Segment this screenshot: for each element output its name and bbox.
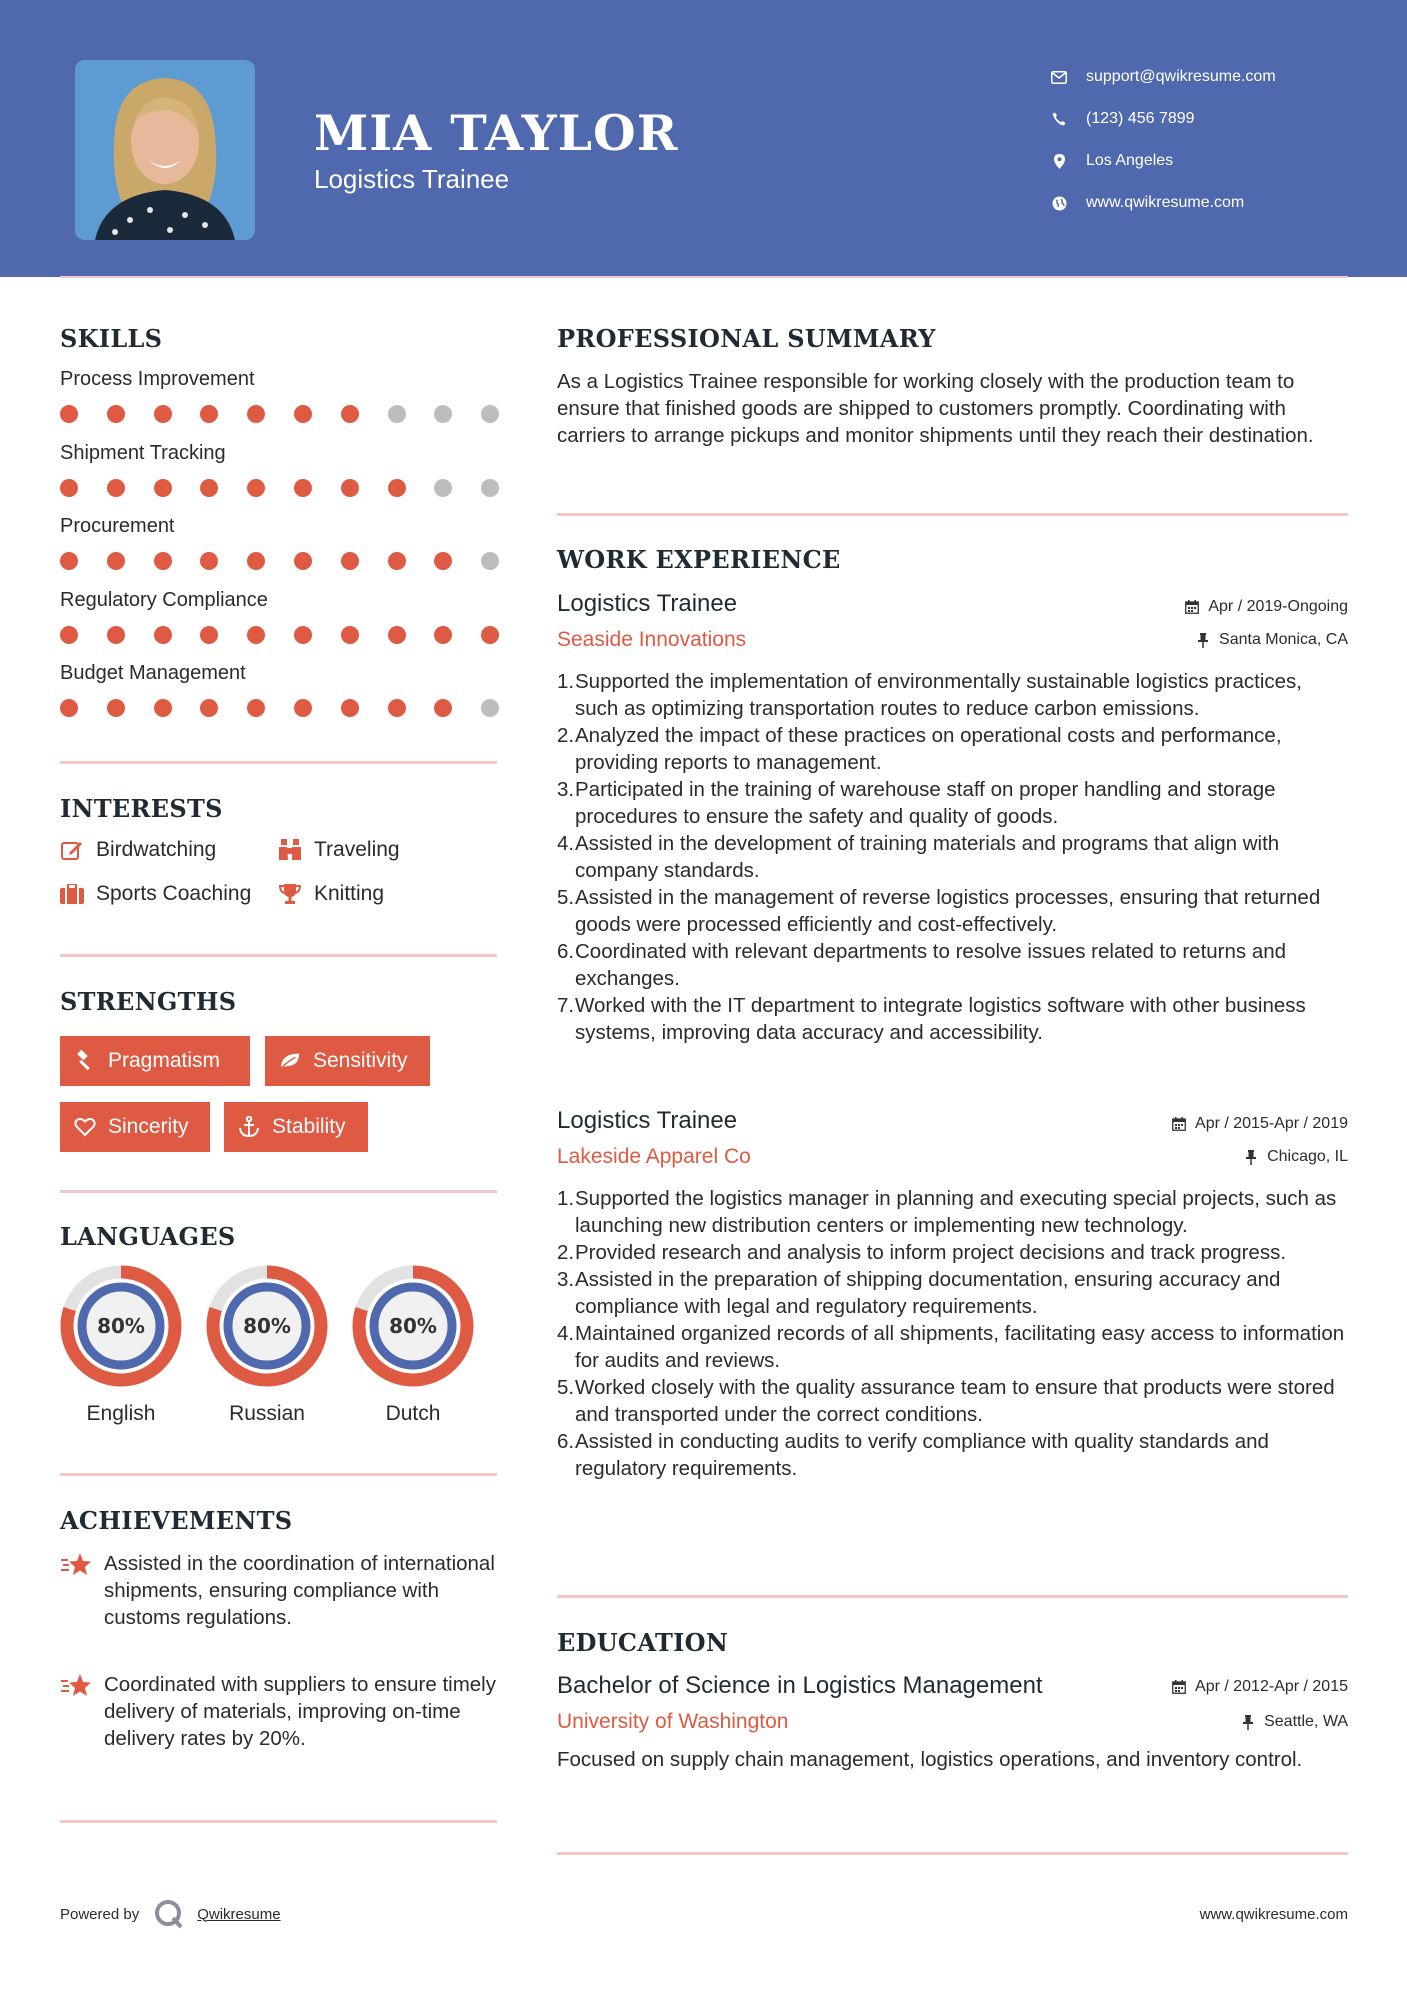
rating-dot-filled bbox=[60, 405, 78, 423]
duty-text: Supported the implementation of environmentally sustainable logistics practices, such as optimizing transportation routes to reduce carbon emissions. bbox=[575, 670, 1302, 720]
duty-item bbox=[557, 1374, 1348, 1428]
rating-dot-filled bbox=[154, 479, 172, 497]
duty-text: Assisted in the management of reverse logistics processes, ensuring that returned goods were processed efficiently and cost-effectively. bbox=[575, 886, 1321, 936]
job-title: Logistics Trainee bbox=[557, 1107, 738, 1134]
rating-dot-filled bbox=[200, 699, 218, 717]
duty-item bbox=[557, 992, 1348, 1046]
rating-dot-filled bbox=[154, 552, 172, 570]
duty-number: 4. bbox=[557, 1322, 575, 1345]
job-company: Seaside Innovations bbox=[557, 628, 747, 651]
rating-dot-filled bbox=[341, 405, 359, 423]
rating-dot-empty bbox=[481, 405, 499, 423]
map-pin-icon bbox=[1050, 152, 1068, 170]
rating-dot-filled bbox=[107, 405, 125, 423]
interest-item: Traveling bbox=[278, 838, 400, 862]
rating-dot-empty bbox=[481, 552, 499, 570]
interests-heading: INTERESTS bbox=[60, 794, 223, 823]
languages-divider bbox=[60, 1473, 497, 1476]
duty-number: 3. bbox=[557, 778, 575, 801]
summary-text: As a Logistics Trainee responsible for working closely with the production team to ensure that finished goods are shipped to customers promptly. Coordinating with carriers to arrange pickups and monitor shipments until they reach their destination. bbox=[557, 370, 1314, 447]
rating-dot-filled bbox=[388, 479, 406, 497]
duty-text: Maintained organized records of all shipments, facilitating easy access to information for audits and reviews. bbox=[575, 1322, 1345, 1372]
gavel-icon bbox=[74, 1050, 96, 1072]
language-percent: 80% bbox=[389, 1314, 437, 1338]
rating-dot-filled bbox=[107, 626, 125, 644]
qwikresume-link[interactable]: Qwikresume bbox=[197, 1905, 281, 1923]
strengths-divider bbox=[60, 1190, 497, 1193]
strength-badge: Pragmatism bbox=[60, 1036, 250, 1086]
rating-dot-filled bbox=[247, 479, 265, 497]
rating-dot-filled bbox=[388, 699, 406, 717]
experience-divider bbox=[557, 1595, 1348, 1598]
duty-item bbox=[557, 1266, 1348, 1320]
skills-divider bbox=[60, 761, 497, 764]
contact-email[interactable]: support@qwikresume.com bbox=[1050, 56, 1276, 98]
education-divider bbox=[557, 1852, 1348, 1855]
rating-dot-filled bbox=[294, 479, 312, 497]
rating-dot-empty bbox=[388, 405, 406, 423]
rating-dot-filled bbox=[388, 626, 406, 644]
rating-dot-empty bbox=[481, 479, 499, 497]
rating-dot-filled bbox=[434, 699, 452, 717]
pushpin-icon bbox=[1195, 632, 1211, 648]
duty-number: 1. bbox=[557, 1187, 575, 1210]
duty-text: Assisted in the preparation of shipping documentation, ensuring accuracy and compliance with legal and regulatory requirements. bbox=[575, 1268, 1281, 1318]
resume-header bbox=[0, 0, 1407, 277]
skill-label: Shipment Tracking bbox=[60, 441, 226, 464]
rating-dot-filled bbox=[247, 552, 265, 570]
language-percent: 80% bbox=[243, 1314, 291, 1338]
rating-dot-filled bbox=[154, 405, 172, 423]
pushpin-icon bbox=[1243, 1149, 1259, 1165]
interest-item: Knitting bbox=[278, 882, 384, 906]
heart-icon bbox=[74, 1116, 96, 1138]
rating-dot-empty bbox=[481, 699, 499, 717]
duty-number: 1. bbox=[557, 670, 575, 693]
duty-text: Analyzed the impact of these practices on operational costs and performance, providing reports to management. bbox=[575, 724, 1282, 774]
rating-dot-filled bbox=[341, 552, 359, 570]
duty-item bbox=[557, 1428, 1348, 1482]
contact-website[interactable]: www.qwikresume.com bbox=[1050, 182, 1276, 224]
duty-item bbox=[557, 668, 1348, 722]
duty-number: 3. bbox=[557, 1268, 575, 1291]
rating-dot-filled bbox=[107, 699, 125, 717]
duty-text: Provided research and analysis to inform project decisions and track progress. bbox=[575, 1241, 1287, 1264]
job-entry bbox=[557, 590, 1348, 660]
rating-dot-empty bbox=[434, 479, 452, 497]
experience-heading: WORK EXPERIENCE bbox=[557, 545, 841, 574]
rating-dot-filled bbox=[294, 552, 312, 570]
rating-dot-filled bbox=[247, 699, 265, 717]
rating-dot-filled bbox=[200, 405, 218, 423]
strength-badge: Stability bbox=[224, 1102, 368, 1152]
rating-dot-filled bbox=[60, 699, 78, 717]
rating-dot-filled bbox=[60, 479, 78, 497]
rating-dot-filled bbox=[247, 405, 265, 423]
job-location: Santa Monica, CA bbox=[1195, 631, 1348, 649]
skill-label: Regulatory Compliance bbox=[60, 588, 268, 611]
job-title: Logistics Trainee bbox=[557, 590, 738, 617]
rating-dot-empty bbox=[434, 405, 452, 423]
education-location: Seattle, WA bbox=[1240, 1713, 1348, 1731]
binoculars-icon bbox=[278, 838, 302, 862]
qwikresume-logo-icon bbox=[153, 1898, 185, 1930]
rating-dot-filled bbox=[341, 699, 359, 717]
job-company: Lakeside Apparel Co bbox=[557, 1145, 751, 1168]
duty-text: Worked with the IT department to integrate logistics software with other business systems, improving data accuracy and accessibility. bbox=[575, 994, 1306, 1044]
anchor-icon bbox=[238, 1116, 260, 1138]
duty-text: Worked closely with the quality assurance team to ensure that products were stored and transported under the correct conditions. bbox=[575, 1376, 1335, 1426]
briefcase-icon bbox=[60, 882, 84, 906]
globe-icon bbox=[1050, 194, 1068, 212]
job-dates: Apr / 2015-Apr / 2019 bbox=[1171, 1115, 1348, 1133]
school-name: University of Washington bbox=[557, 1710, 789, 1733]
pushpin-icon bbox=[1240, 1714, 1256, 1730]
duty-text: Supported the logistics manager in planning and executing special projects, such as launching new distribution centers or implementing new technology. bbox=[575, 1187, 1337, 1237]
degree-title: Bachelor of Science in Logistics Management bbox=[557, 1672, 1043, 1699]
rating-dot-filled bbox=[200, 479, 218, 497]
job-duties bbox=[557, 668, 1348, 1046]
header-divider bbox=[60, 276, 1348, 278]
achievement-item: Assisted in the coordination of international shipments, ensuring compliance with customs regulations. bbox=[60, 1550, 500, 1631]
summary-heading: PROFESSIONAL SUMMARY bbox=[557, 324, 936, 353]
phone-icon bbox=[1050, 110, 1068, 128]
interest-item: Birdwatching bbox=[60, 838, 216, 862]
rating-dot-filled bbox=[434, 626, 452, 644]
rating-dot-filled bbox=[481, 626, 499, 644]
duty-item bbox=[557, 884, 1348, 938]
duty-item bbox=[557, 938, 1348, 992]
job-location: Chicago, IL bbox=[1243, 1148, 1348, 1166]
duty-item bbox=[557, 1320, 1348, 1374]
duty-number: 4. bbox=[557, 832, 575, 855]
contact-list bbox=[1050, 56, 1276, 224]
education-entry bbox=[557, 1672, 1348, 1742]
strength-badge: Sensitivity bbox=[265, 1036, 430, 1086]
duty-number: 7. bbox=[557, 994, 575, 1017]
duty-item bbox=[557, 1239, 1348, 1266]
duty-text: Assisted in the development of training materials and programs that align with company standards. bbox=[575, 832, 1280, 882]
language-ring bbox=[351, 1264, 475, 1388]
calendar-icon bbox=[1171, 1679, 1187, 1695]
footer-website[interactable]: www.qwikresume.com bbox=[1199, 1906, 1348, 1923]
pencil-square-icon bbox=[60, 838, 84, 862]
calendar-icon bbox=[1184, 599, 1200, 615]
duty-number: 6. bbox=[557, 1430, 575, 1453]
rating-dot-filled bbox=[294, 405, 312, 423]
education-description: Focused on supply chain management, logistics operations, and inventory control. bbox=[557, 1748, 1303, 1771]
education-dates: Apr / 2012-Apr / 2015 bbox=[1171, 1678, 1348, 1696]
strengths-heading: STRENGTHS bbox=[60, 987, 237, 1016]
contact-phone[interactable]: (123) 456 7899 bbox=[1050, 98, 1276, 140]
duty-text: Participated in the training of warehouse staff on proper handling and storage procedures to ensure the safety and quality of goods. bbox=[575, 778, 1276, 828]
duty-number: 5. bbox=[557, 886, 575, 909]
rating-dot-filled bbox=[388, 552, 406, 570]
duty-number: 5. bbox=[557, 1376, 575, 1399]
trophy-icon bbox=[278, 882, 302, 906]
duty-item bbox=[557, 722, 1348, 776]
star-icon bbox=[60, 1673, 92, 1699]
duty-text: Assisted in conducting audits to verify compliance with quality standards and regulatory requirements. bbox=[575, 1430, 1269, 1480]
achievements-divider bbox=[60, 1820, 497, 1823]
rating-dot-filled bbox=[341, 479, 359, 497]
duty-number: 2. bbox=[557, 724, 575, 747]
candidate-name: MIA TAYLOR bbox=[314, 104, 679, 162]
achievements-heading: ACHIEVEMENTS bbox=[60, 1506, 293, 1535]
rating-dot-filled bbox=[294, 626, 312, 644]
interest-item: Sports Coaching bbox=[60, 882, 251, 906]
achievement-item: Coordinated with suppliers to ensure timely delivery of materials, improving on-time delivery rates by 20%. bbox=[60, 1671, 500, 1752]
language-name: English bbox=[86, 1402, 156, 1425]
rating-dot-filled bbox=[107, 479, 125, 497]
language-ring bbox=[205, 1264, 329, 1388]
job-dates: Apr / 2019-Ongoing bbox=[1184, 598, 1348, 616]
rating-dot-filled bbox=[247, 626, 265, 644]
duty-number: 2. bbox=[557, 1241, 575, 1264]
star-icon bbox=[60, 1552, 92, 1578]
strength-badge: Sincerity bbox=[60, 1102, 210, 1152]
languages-heading: LANGUAGES bbox=[60, 1222, 236, 1251]
language-name: Russian bbox=[229, 1402, 305, 1425]
duty-text: Coordinated with relevant departments to resolve issues related to returns and exchanges. bbox=[575, 940, 1287, 990]
calendar-icon bbox=[1171, 1116, 1187, 1132]
rating-dot-filled bbox=[154, 699, 172, 717]
skills-heading: SKILLS bbox=[60, 324, 163, 353]
education-heading: EDUCATION bbox=[557, 1628, 729, 1657]
summary-divider bbox=[557, 513, 1348, 516]
skill-label: Budget Management bbox=[60, 662, 246, 684]
language-ring bbox=[59, 1264, 183, 1388]
duty-item bbox=[557, 776, 1348, 830]
job-entry bbox=[557, 1107, 1348, 1177]
rating-dot-filled bbox=[107, 552, 125, 570]
envelope-icon bbox=[1050, 68, 1068, 86]
rating-dot-filled bbox=[200, 552, 218, 570]
candidate-title: Logistics Trainee bbox=[314, 164, 510, 194]
rating-dot-filled bbox=[154, 626, 172, 644]
rating-dot-filled bbox=[60, 552, 78, 570]
rating-dot-filled bbox=[341, 626, 359, 644]
contact-location: Los Angeles bbox=[1050, 140, 1276, 182]
language-name: Dutch bbox=[385, 1402, 441, 1425]
rating-dot-filled bbox=[294, 699, 312, 717]
rating-dot-filled bbox=[60, 626, 78, 644]
duty-item bbox=[557, 1185, 1348, 1239]
duty-item bbox=[557, 830, 1348, 884]
interests-divider bbox=[60, 954, 497, 957]
skill-label: Procurement bbox=[60, 515, 175, 537]
rating-dot-filled bbox=[434, 552, 452, 570]
job-duties bbox=[557, 1185, 1348, 1482]
duty-number: 6. bbox=[557, 940, 575, 963]
footer-powered-by: Powered by Qwikresume bbox=[60, 1898, 281, 1930]
skill-label: Process Improvement bbox=[60, 368, 255, 390]
rating-dot-filled bbox=[200, 626, 218, 644]
leaf-icon bbox=[279, 1050, 301, 1072]
language-percent: 80% bbox=[97, 1314, 145, 1338]
profile-photo bbox=[75, 60, 255, 240]
